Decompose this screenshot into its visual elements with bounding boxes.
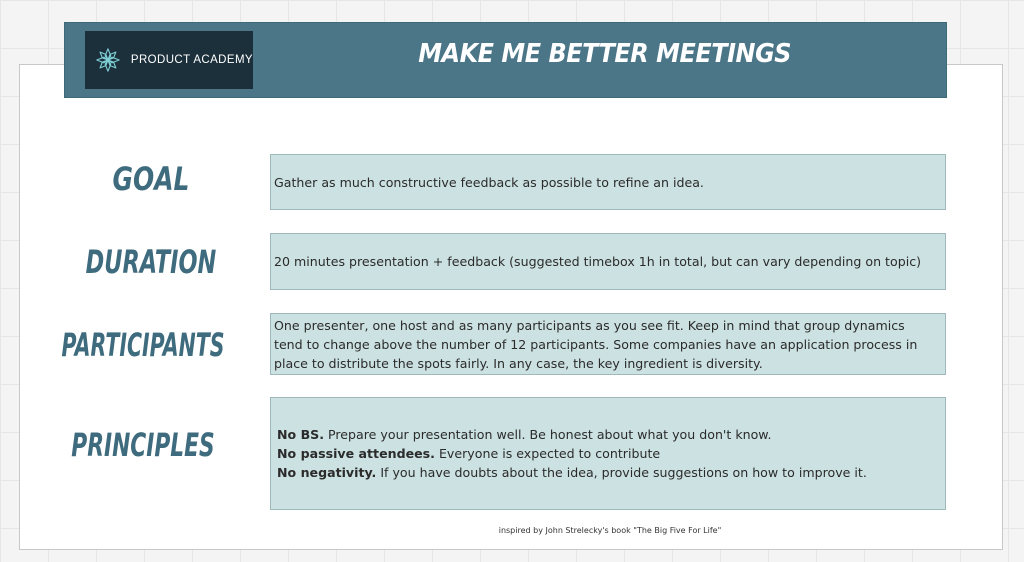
principle-text: Prepare your presentation well. Be honest about what you don't know. xyxy=(324,427,772,442)
participants-label: PARTICIPANTS xyxy=(61,326,225,364)
participants-line: place to distribute the spots fairly. In any case, the key ingredient is diversity. xyxy=(274,355,763,371)
principle-title: No negativity. xyxy=(277,465,377,480)
principle-text: Everyone is expected to contribute xyxy=(434,446,661,461)
principle-title: No BS. xyxy=(277,427,325,442)
principle-item xyxy=(277,444,942,463)
participants-line: One presenter, one host and as many participants as you see fit. Keep in mind that group dynamics xyxy=(274,317,905,333)
duration-label: DURATION xyxy=(85,243,217,281)
principles-box xyxy=(270,397,946,510)
duration-box xyxy=(270,233,946,290)
principle-item xyxy=(277,425,942,444)
principle-item xyxy=(277,463,942,482)
goal-box xyxy=(270,154,946,210)
brand-logo xyxy=(85,31,253,89)
principle-text: If you have doubts about the idea, provide suggestions on how to improve it. xyxy=(376,465,867,480)
star-flower-icon xyxy=(94,43,122,77)
principles-label: PRINCIPLES xyxy=(71,426,215,464)
goal-label: GOAL xyxy=(112,160,190,198)
goal-text: Gather as much constructive feedback as possible to refine an idea. xyxy=(274,174,704,190)
participants-line: tend to change above the number of 12 participants. Some companies have an application process in xyxy=(274,336,918,352)
principle-title: No passive attendees. xyxy=(277,446,435,461)
page-title: MAKE ME BETTER MEETINGS xyxy=(418,39,792,69)
duration-text: 20 minutes presentation + feedback (suggested timebox 1h in total, but can vary depending on topic) xyxy=(274,254,922,269)
brand-name: PRODUCT ACADEMY xyxy=(130,54,253,66)
header-banner xyxy=(64,22,947,98)
participants-box xyxy=(270,313,946,375)
footer-credit: inspired by John Strelecky's book "The Big Five For Life" xyxy=(498,526,722,535)
